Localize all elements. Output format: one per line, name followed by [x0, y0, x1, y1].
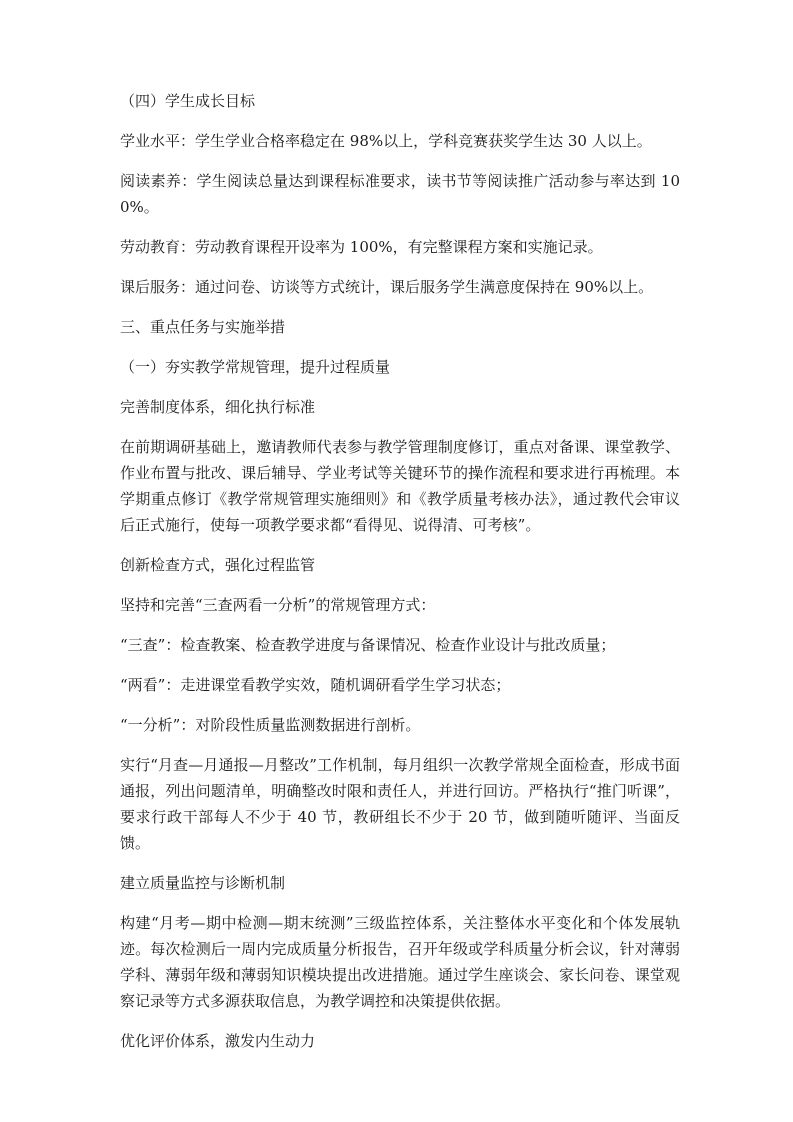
paragraph-monthly-mechanism: 实行“月查—月通报—月整改”工作机制，每月组织一次教学常规全面检查，形成书面通报，列出问题清单，明确整改时限和责任人，并进行回访。严格执行“推门听课”，要求行政干部每人不少于 40 节，教研组长不少于 20 节，做到随听随评、当面反馈。 [120, 756, 680, 852]
paragraph-one-analysis: “一分析”：对阶段性质量监测数据进行剖析。 [120, 716, 421, 734]
item-heading-innovate-inspection: 创新检查方式，强化过程监管 [120, 556, 316, 574]
item-heading-optimize-evaluation: 优化评价体系，激发内生动力 [120, 1032, 316, 1050]
section-heading-student-growth: （四）学生成长目标 [120, 92, 256, 110]
item-heading-improve-system: 完善制度体系，细化执行标准 [120, 398, 316, 416]
paragraph-three-checks-intro: 坚持和完善“三查两看一分析”的常规管理方式： [120, 596, 436, 614]
subsection-heading-teaching-routine: （一）夯实教学常规管理，提升过程质量 [120, 358, 391, 376]
paragraph-after-school-service: 课后服务：通过问卷、访谈等方式统计，课后服务学生满意度保持在 90%以上。 [120, 278, 654, 296]
document-page [120, 88, 680, 1068]
paragraph-reading-literacy: 阅读素养：学生阅读总量达到课程标准要求，读书节等阅读推广活动参与率达到 100%。 [120, 172, 680, 216]
paragraph-two-looks: “两看”：走进课堂看教学实效，随机调研看学生学习状态； [120, 676, 511, 694]
paragraph-labor-education: 劳动教育：劳动教育课程开设率为 100%，有完整课程方案和实施记录。 [120, 238, 603, 256]
paragraph-three-checks: “三查”：检查教案、检查教学进度与备课情况、检查作业设计与批改质量； [120, 636, 616, 654]
paragraph-system-revision: 在前期调研基础上，邀请教师代表参与教学管理制度修订，重点对备课、课堂教学、作业布置与批改、课后辅导、学业考试等关键环节的操作流程和要求进行再梳理。本学期重点修订《教学常规管理实施细则》和《教学质量考核办法》，通过教代会审议后正式施行，使每一项教学要求都“看得见、说得清、可考核”。 [120, 438, 680, 534]
section-heading-key-tasks: 三、重点任务与实施举措 [120, 318, 286, 336]
paragraph-monitoring-system: 构建“月考—期中检测—期末统测”三级监控体系，关注整体水平变化和个体发展轨迹。每次检测后一周内完成质量分析报告，召开年级或学科质量分析会议，针对薄弱学科、薄弱年级和薄弱知识模块提出改进措施。通过学生座谈会、家长问卷、课堂观察记录等方式多源获取信息，为教学调控和决策提供依据。 [120, 914, 680, 1010]
paragraph-academic-level: 学业水平：学生学业合格率稳定在 98%以上，学科竞赛获奖学生达 30 人以上。 [120, 132, 652, 150]
item-heading-quality-monitoring: 建立质量监控与诊断机制 [120, 874, 286, 892]
